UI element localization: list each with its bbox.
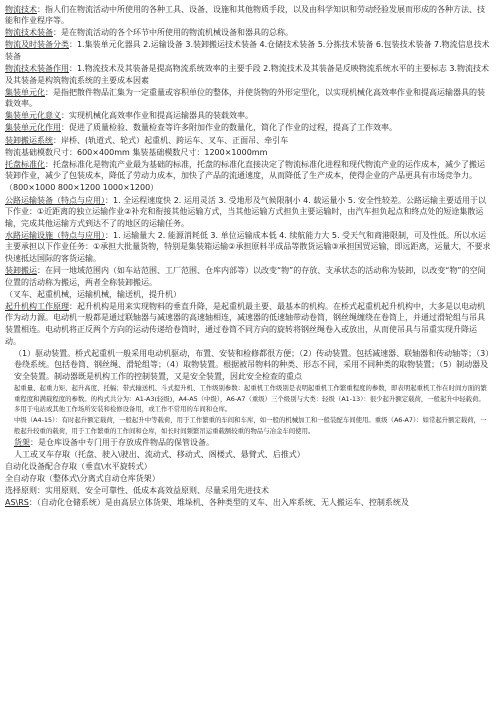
paragraph-text: ：在同一地域范围内（如车站范围、工厂范围、仓库内部等）以改变“物”的存放、支承状态的活动称为装卸，以改变“物”的空间位置的活动称为搬运，两者全称装卸搬运。: [5, 266, 486, 287]
paragraph: [5, 230, 491, 265]
paragraph-text: 自动化设备配合存取（垂直\水平旋转式）: [5, 461, 152, 471]
paragraph-text: ：是指把散件物品汇集为一定重量或容积单位的整体，并使货物的外形定型化，以实现机械化高效率作业和提高运输器具的装载效率。: [5, 87, 485, 109]
paragraph: [5, 135, 491, 147]
paragraph-text: ：1. 全运程速度快 2. 运用灵活 3. 受地形及气候限制小 4. 载运量小 5. 安全性较差。公路运输主要适用于以下作业：①近距离的独立运输作业②补充和衔接其他运输方式，当其他运输方式担负主要运输时，由汽车担负起点和终点处的短途集散运输，完成其他运输方式到达不了的地区的运输任务。: [5, 195, 487, 228]
paragraph-text: ：（自动化仓储系统）是由高层立体货架、堆垛机、各种类型的叉车、出入库系统、无人搬运车、控制系统及: [28, 497, 409, 507]
paragraph-text: 人工或叉车存取（托盘、驶入\驶出、流动式、移动式、阁楼式、悬臂式、后推式）: [14, 449, 305, 459]
paragraph: [5, 497, 491, 509]
paragraph: [5, 110, 491, 122]
term-label: 起升机构工作原理: [5, 301, 69, 311]
term-label: 托盘标准化: [5, 159, 45, 169]
paragraph: [5, 461, 491, 473]
paragraph-text: ：是在物流活动的各个环节中所使用的物流机械设备和器具的总称。: [53, 28, 293, 38]
paragraph: [5, 147, 491, 159]
paragraph-text: 起重量、起重力矩、起升高度、托幅；带式输送机、斗式提升机、工作级别参数：起重机工作级别是表明起重机工作繁重程度的参数，即表明起重机工作在时间方面的繁重程度和满载程度的参数。的构式共分为：A1-A3(轻级)，A4-A5（中级），A6-A7（重级）三个级别与大类：轻级（A1-13）：很少起升额定载荷，一般起升中轻载荷。多用于电站或其他工作场所安装和检修设备用，或工作不常用的车间和仓库。: [14, 384, 487, 413]
paragraph: [5, 87, 491, 110]
term-label: 物流技术装备作用: [5, 63, 69, 73]
paragraph: [5, 265, 491, 288]
paragraph: [5, 473, 491, 485]
term-label: 物流及时装备分类: [5, 40, 69, 50]
term-label: 货架: [14, 437, 30, 447]
paragraph: [5, 449, 491, 461]
term-label: 集装单元化作用: [5, 123, 61, 133]
term-label: 集装单元化意义: [5, 111, 61, 121]
paragraph: [5, 289, 491, 301]
paragraph-text: ：托盘标准化是物流产业最为基础的标准，托盘的标准化直接决定了物流标准化进程和现代物流产业的运作成本，减少了搬运装卸作业，减少了包装成本，降低了劳动力成本，加快了产品的流通速度，从而降低了生产成本，使得企业的产品更具有市场竞争力。: [5, 159, 485, 181]
paragraph-text: ：促进了质量检验、数量检查等许多附加作业的数量化，简化了作业的过程，提高了工作效率。: [61, 123, 397, 133]
paragraph-text: （1）驱动装置。桥式起重机一般采用电动机驱动，布置、安装和检修都很方便；（2）传动装置。包括减速器、联轴器和传动轴等；（3）卷绕系统。包括卷筒、钢丝绳、滑轮组等；（4）取物装置。根据被吊物料的种类、形态不同，采用不同种类的取物装置；（5）制动器及安全装置。制动器既是机构工作的控制装置，又是安全装置，因此安全检查的重点: [14, 348, 490, 381]
paragraph: [5, 415, 491, 436]
paragraph: [5, 195, 491, 230]
term-label: 集装单元化: [5, 87, 45, 97]
term-label: 公路运输装备（特点与应用）: [5, 195, 105, 205]
paragraph-text: ：实现机械化高效率作业和提高运输器具的装载效率。: [61, 111, 253, 121]
paragraph-text: 全自动存取（整体式\分离式自动仓库货架）: [5, 473, 160, 483]
paragraph: [5, 159, 491, 182]
paragraph-text: （叉车、起重机械，运输机械，输送机，提升机）: [5, 289, 181, 299]
paragraph: [5, 63, 491, 86]
paragraph-text: 中级（A4-15）：有时起升额定载荷，一般起升中等载荷，用于工作繁重的车间和车库，如一般的机械加工和一般装配车间使用。重级（A6-A7）：如常起升额定载荷，一般起升较重的载荷，用于工作繁重的工作间和仓库，如长时间频繁吊运重载额较重的物品与冶金车间使用。: [14, 416, 487, 435]
term-label: 装卸搬运系统: [5, 135, 53, 145]
paragraph-text: ：1.物流技术及其装备是提高物流系统效率的主要手段 2.物流技术及其装备是反映物流系统水平的主要标志 3.物流技术及其装备是构筑物流系统的主要成本因素: [5, 63, 489, 85]
paragraph-text: ：指人们在物流活动中所使用的各种工具、设备、设施和其他物质手段，以及由科学知识和劳动经验发展而形成的各种方法、技能和作业程序等。: [5, 4, 485, 26]
term-label: 水路运输设施（特点与应用）: [5, 230, 105, 240]
paragraph: [5, 348, 491, 383]
term-label: AS\RS: [5, 497, 29, 507]
paragraph-text: 选择原则：实用原则、安全可靠性、低成本高效益原则、尽量采用先进技术: [5, 485, 269, 495]
term-label: 物流技术装备: [5, 28, 53, 38]
paragraph: [5, 301, 491, 347]
paragraph: [5, 182, 491, 194]
paragraph-text: （800×1000 800×1200 1000×1200）: [5, 183, 159, 193]
paragraph-text: ：1.集装单元化器具 2.运输设备 3.装卸搬运技术装备 4.仓储技术装备 5.分拣技术装备 6.包装技术装备 7.物流信息技术装备: [5, 40, 490, 61]
document-body: [5, 4, 491, 509]
term-label: 装卸搬运: [5, 266, 37, 276]
paragraph: [5, 27, 491, 39]
paragraph-text: ：1. 运输量大 2. 能源消耗低 3. 单位运输成本低 4. 续航能力大 5. 受天气和商港限制，可及性低。所以水运主要承担以下作业任务：①承担大批量货物，特别是集装箱运输②承担原料半成品等散货运输③承担国贸运输，即远距离，运量大，不要求快速抵达国际的客货运输。: [5, 230, 491, 263]
paragraph: [5, 485, 491, 497]
paragraph-text: ：起升机构是用来实现物料的垂直升降，是起重机最主要、最基本的机构。在桥式起重机起升机构中，大多是以电动机作为动力源。电动机一般都是通过联轴器与减速器的高速轴相连，减速器的低速轴带动卷筒，钢丝绳缠绕在卷筒上，并通过滑轮组与吊具装置相连。电动机将正反两个方向的运动传递给卷筒时，通过卷筒不同方向的旋转将钢丝绳卷入或放出，从而使吊具与吊重实现升降运动。: [5, 301, 485, 346]
paragraph: [5, 437, 491, 449]
paragraph: [5, 39, 491, 62]
paragraph-text: ：岸桥、(轨道式、轮式）起重机、跨运车、叉车、正面吊、牵引车: [53, 135, 289, 145]
paragraph: [5, 122, 491, 134]
paragraph-text: ：是仓库设备中专门用于存放成件物品的保管设备。: [30, 437, 214, 447]
paragraph: [5, 383, 491, 415]
paragraph: [5, 4, 491, 27]
term-label: 物流技术: [5, 4, 37, 14]
paragraph-text: 物流基础模数尺寸：600×400mm 集装基础模数尺寸：1200×1000mm: [5, 147, 268, 157]
